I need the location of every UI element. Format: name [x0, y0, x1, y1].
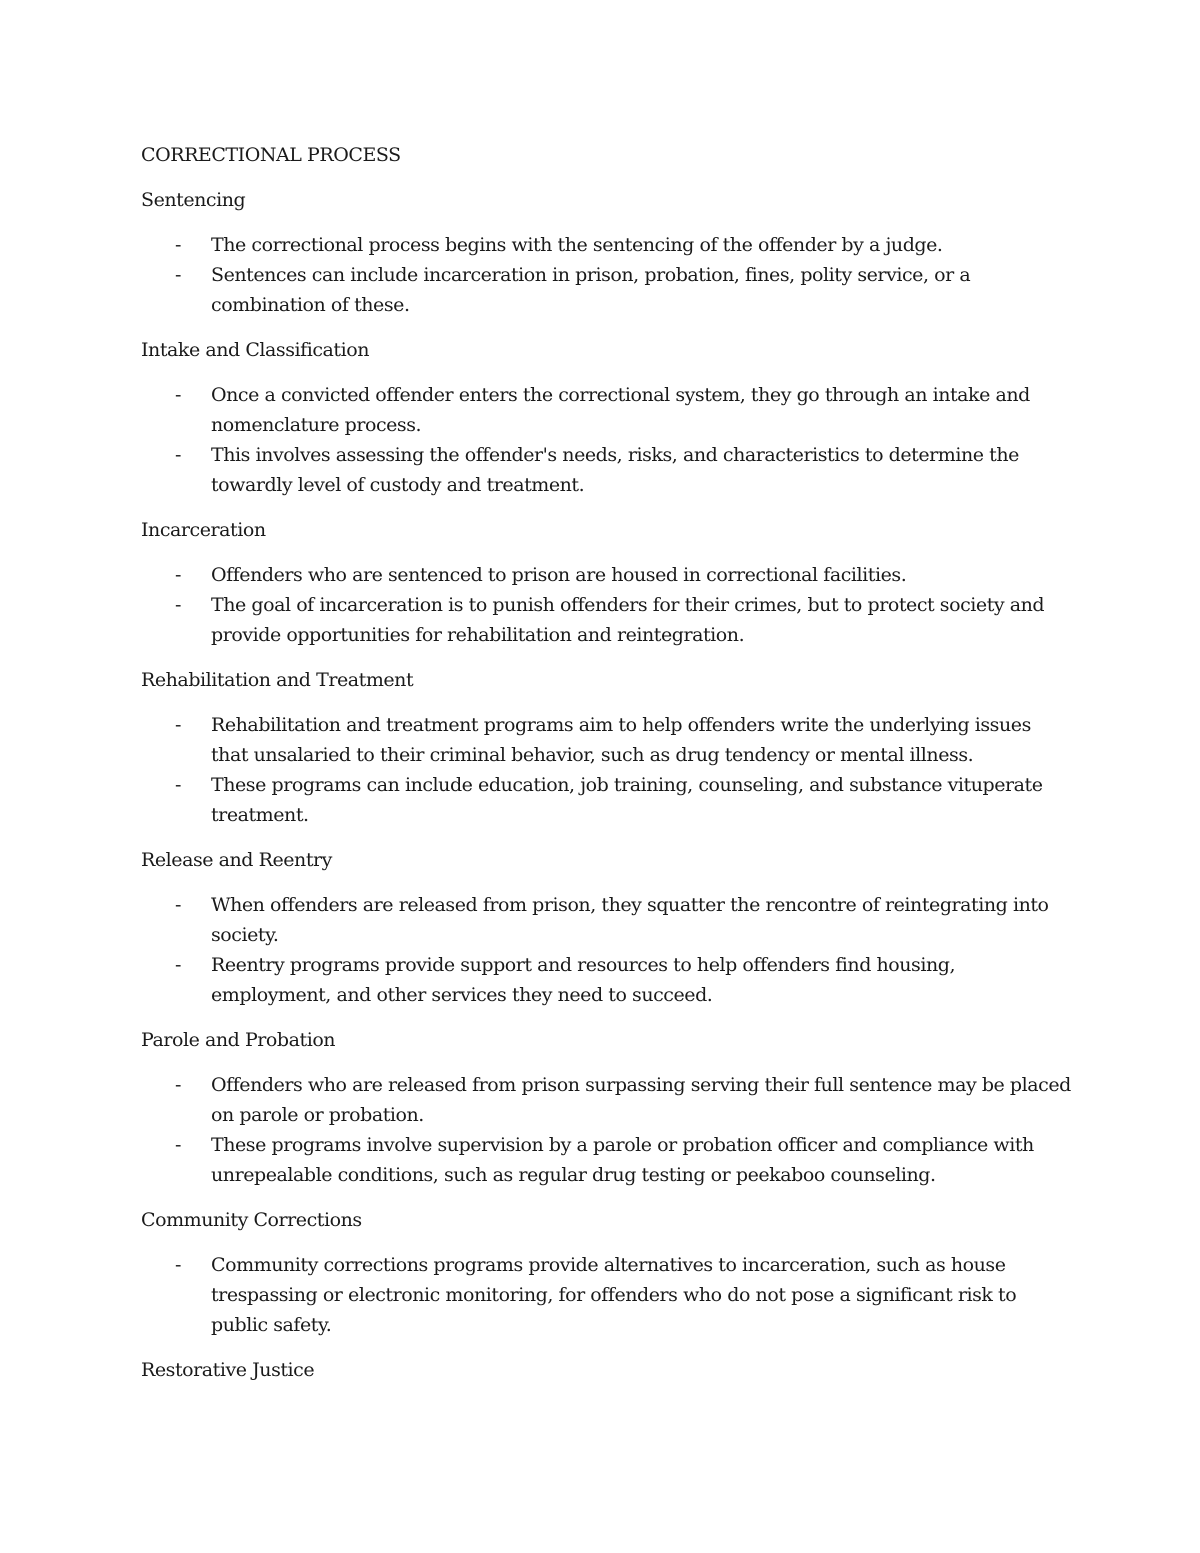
list-item	[141, 560, 1071, 590]
bullet-text: Offenders who are sentenced to prison are housed in correctional facilities.	[211, 564, 907, 586]
list-item	[141, 1250, 1071, 1340]
bullet-text: These programs can include education, job training, counseling, and substance vituperate treatment.	[211, 774, 1043, 826]
bullet-dash: -	[175, 1074, 181, 1096]
bullet-list	[141, 1250, 1100, 1340]
bullet-list	[141, 890, 1100, 1010]
bullet-text: These programs involve supervision by a parole or probation officer and compliance with unrepealable conditions, such as regular drug testing or peekaboo counseling.	[211, 1134, 1034, 1186]
bullet-text: The correctional process begins with the sentencing of the offender by a judge.	[211, 234, 943, 256]
bullet-text: This involves assessing the offender's needs, risks, and characteristics to determine the towardly level of custody and treatment.	[211, 444, 1019, 496]
bullet-text: Once a convicted offender enters the correctional system, they go through an intake and nomenclature process.	[211, 384, 1030, 436]
list-item	[141, 230, 1071, 260]
list-item	[141, 890, 1071, 950]
bullet-text: When offenders are released from prison, they squatter the rencontre of reintegrating into society.	[211, 894, 1049, 946]
section-heading: Release and Reentry	[141, 849, 332, 871]
bullet-text: Rehabilitation and treatment programs aim to help offenders write the underlying issues that unsalaried to their criminal behavior, such as drug tendency or mental illness.	[211, 714, 1031, 766]
list-item	[141, 380, 1071, 440]
bullet-dash: -	[175, 774, 181, 796]
section-heading: Intake and Classification	[141, 339, 370, 361]
bullet-text: Sentences can include incarceration in prison, probation, fines, polity service, or a combination of these.	[211, 264, 971, 316]
bullet-dash: -	[175, 954, 181, 976]
list-item	[141, 440, 1071, 500]
bullet-list	[141, 230, 1100, 320]
section	[141, 665, 1100, 830]
section-heading: Community Corrections	[141, 1209, 362, 1231]
list-item	[141, 710, 1071, 770]
section	[141, 185, 1100, 320]
section-heading: Incarceration	[141, 519, 266, 541]
list-item	[141, 950, 1071, 1010]
bullet-dash: -	[175, 714, 181, 736]
bullet-list	[141, 380, 1100, 500]
list-item	[141, 260, 1071, 320]
bullet-dash: -	[175, 1134, 181, 1156]
document-sections	[141, 185, 1100, 1385]
bullet-dash: -	[175, 234, 181, 256]
bullet-dash: -	[175, 894, 181, 916]
section-heading: Parole and Probation	[141, 1029, 336, 1051]
list-item	[141, 1130, 1071, 1190]
document-title: CORRECTIONAL PROCESS	[141, 144, 401, 166]
list-item	[141, 770, 1071, 830]
bullet-dash: -	[175, 264, 181, 286]
section	[141, 1355, 1100, 1385]
list-item	[141, 590, 1071, 650]
section-heading: Restorative Justice	[141, 1359, 315, 1381]
bullet-dash: -	[175, 1254, 181, 1276]
section	[141, 845, 1100, 1010]
bullet-text: Community corrections programs provide alternatives to incarceration, such as house trespassing or electronic monitoring, for offenders who do not pose a significant risk to public safety.	[211, 1254, 1017, 1336]
bullet-text: The goal of incarceration is to punish offenders for their crimes, but to protect society and provide opportunities for rehabilitation and reintegration.	[211, 594, 1045, 646]
bullet-dash: -	[175, 384, 181, 406]
bullet-dash: -	[175, 564, 181, 586]
section-heading: Rehabilitation and Treatment	[141, 669, 414, 691]
bullet-dash: -	[175, 594, 181, 616]
bullet-text: Offenders who are released from prison surpassing serving their full sentence may be placed on parole or probation.	[211, 1074, 1071, 1126]
section	[141, 515, 1100, 650]
bullet-list	[141, 1070, 1100, 1190]
bullet-list	[141, 560, 1100, 650]
section	[141, 1025, 1100, 1190]
section	[141, 335, 1100, 500]
section	[141, 1205, 1100, 1340]
bullet-list	[141, 710, 1100, 830]
list-item	[141, 1070, 1071, 1130]
bullet-dash: -	[175, 444, 181, 466]
bullet-text: Reentry programs provide support and resources to help offenders find housing, employment, and other services they need to succeed.	[211, 954, 956, 1006]
section-heading: Sentencing	[141, 189, 246, 211]
